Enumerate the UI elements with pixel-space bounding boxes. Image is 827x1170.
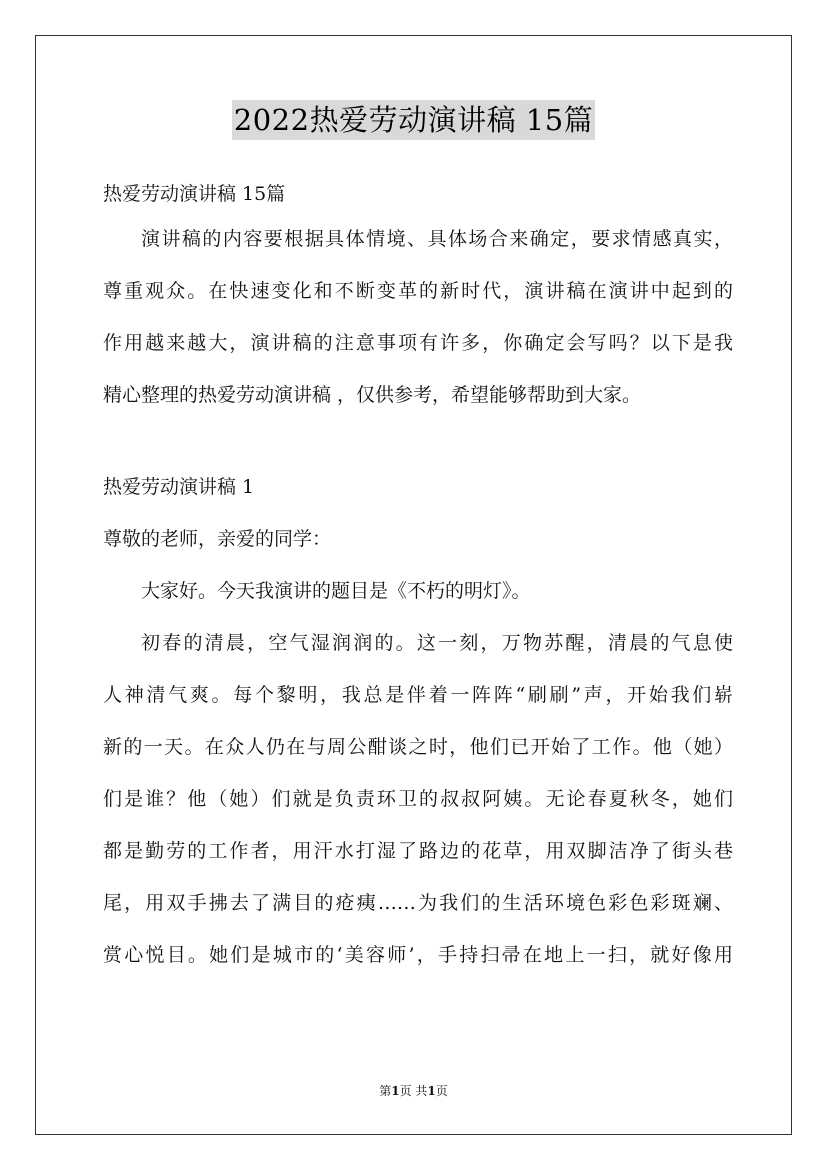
intro-line: 演讲稿的内容要根据具体情境、具体场合来确定，要求情感真实， xyxy=(141,228,733,250)
salutation: 尊敬的老师，亲爱的同学： xyxy=(103,528,332,550)
page-footer xyxy=(0,1082,827,1099)
intro-line: 尊重观众。在快速变化和不断变革的新时代，演讲稿在演讲中起到的 xyxy=(103,280,733,302)
body-line: 人神清气爽。每个黎明，我总是伴着一阵阵“刷刷”声，开始我们崭 xyxy=(103,684,733,706)
section-heading: 热爱劳动演讲稿 1 xyxy=(103,476,255,498)
body-paragraph xyxy=(103,617,733,981)
page-mid: 页 共 xyxy=(399,1084,428,1098)
body-line: 都是勤劳的工作者，用汗水打湿了路边的花草，用双脚洁净了街头巷 xyxy=(103,840,733,862)
title-container xyxy=(0,100,827,140)
intro-paragraph xyxy=(103,213,733,421)
section-gap xyxy=(103,421,733,461)
body-line: 初春的清晨，空气湿润润的。这一刻，万物苏醒，清晨的气息使 xyxy=(141,632,733,654)
subtitle: 热爱劳动演讲稿 15篇 xyxy=(103,183,286,205)
body-line: 尾，用双手拂去了满目的疮痍……为我们的生活环境色彩色彩斑斓、 xyxy=(103,892,733,914)
body-line: 新的一天。在众人仍在与周公酣谈之时，他们已开始了工作。他（她） xyxy=(103,736,733,758)
body-line: 赏心悦目。她们是城市的‘美容师’，手持扫帚在地上一扫，就好像用 xyxy=(103,944,733,966)
document-body xyxy=(103,176,733,981)
page-total: 1 xyxy=(427,1084,436,1098)
greeting: 大家好。今天我演讲的题目是《不朽的明灯》。 xyxy=(141,580,531,602)
intro-line: 精心整理的热爱劳动演讲稿 ，仅供参考，希望能够帮助到大家。 xyxy=(103,384,642,406)
page-current: 1 xyxy=(391,1084,400,1098)
document-title: 2022热爱劳动演讲稿 15篇 xyxy=(232,100,595,140)
page-suffix: 页 xyxy=(435,1084,448,1098)
intro-line: 作用越来越大，演讲稿的注意事项有许多，你确定会写吗？以下是我 xyxy=(103,332,733,354)
page-prefix: 第 xyxy=(379,1084,392,1098)
body-line: 们是谁？他（她）们就是负责环卫的叔叔阿姨。无论春夏秋冬，她们 xyxy=(103,788,733,810)
